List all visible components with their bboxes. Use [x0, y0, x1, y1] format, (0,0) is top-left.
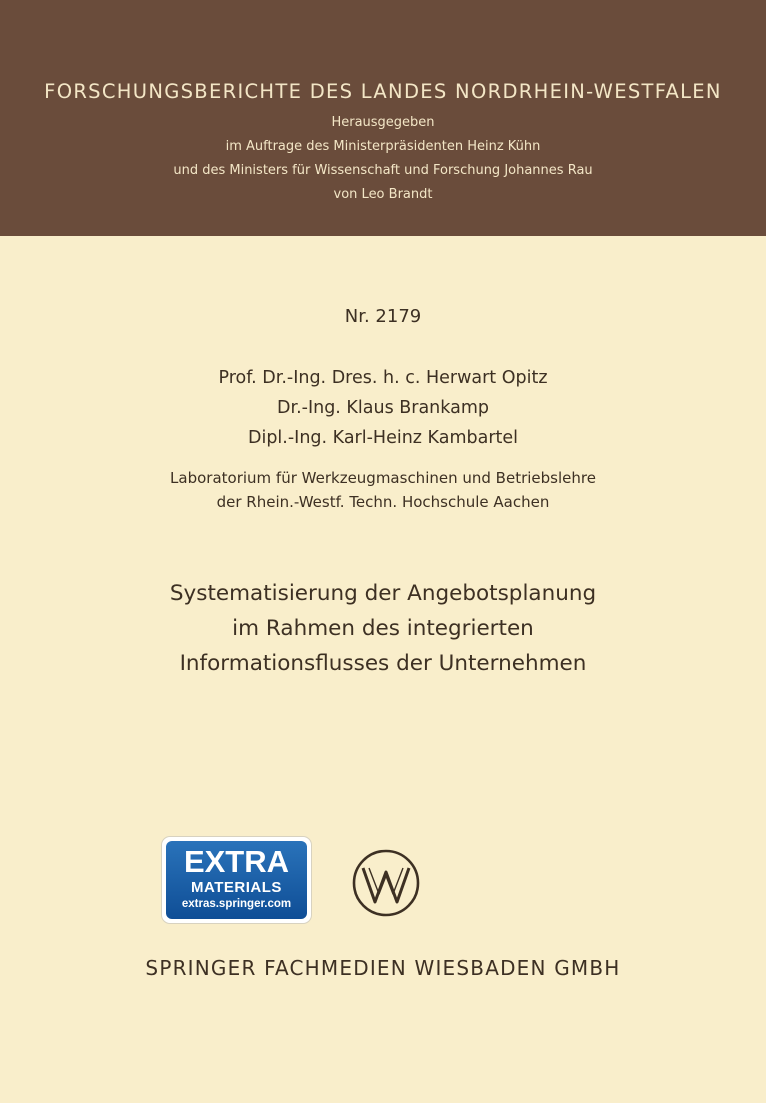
- author-line: Dipl.-Ing. Karl-Heinz Kambartel: [247, 428, 519, 448]
- editor-line: Herausgegeben: [331, 115, 435, 130]
- publisher-name: SPRINGER FACHMEDIEN WIESBADEN GMBH: [145, 956, 621, 980]
- book-title-line: Informationsflusses der Unternehmen: [179, 651, 587, 676]
- institution-line: Laboratorium für Werkzeugmaschinen und Betriebslehre: [170, 469, 596, 487]
- book-title-line: im Rahmen des integrierten: [232, 616, 534, 641]
- badge-line-extra: EXTRA: [183, 844, 290, 879]
- series-title: FORSCHUNGSBERICHTE DES LANDES NORDRHEIN-WESTFALEN: [44, 80, 722, 103]
- badge-line-url: extras.springer.com: [181, 898, 292, 910]
- extra-materials-badge-inner: [166, 841, 307, 919]
- author-line: Dr.-Ing. Klaus Brankamp: [277, 398, 489, 418]
- badge-line-materials: MATERIALS: [191, 879, 282, 896]
- springer-w-logo-icon: [351, 848, 421, 918]
- header-band: [0, 0, 766, 236]
- institution-line: der Rhein.-Westf. Techn. Hochschule Aachen: [216, 493, 550, 511]
- report-number: Nr. 2179: [344, 306, 422, 327]
- editor-line: und des Ministers für Wissenschaft und Forschung Johannes Rau: [173, 163, 593, 178]
- editor-line: im Auftrage des Ministerpräsidenten Heinz Kühn: [225, 139, 541, 154]
- extra-materials-badge[interactable]: [161, 836, 312, 924]
- author-line: Prof. Dr.-Ing. Dres. h. c. Herwart Opitz: [218, 368, 548, 388]
- editor-line: von Leo Brandt: [333, 187, 433, 202]
- book-title-line: Systematisierung der Angebotsplanung: [169, 581, 597, 606]
